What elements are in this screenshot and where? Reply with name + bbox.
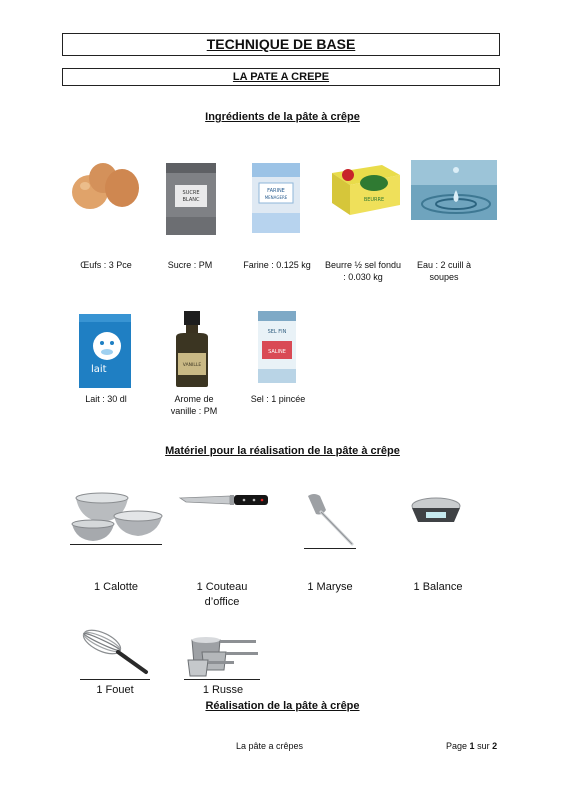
ingredient-caption-eggs: Œufs : 3 Pce (80, 260, 132, 270)
equipment-caption-calotte: 1 Calotte (93, 581, 139, 593)
spatula-icon (304, 490, 360, 550)
footer-document-name: La pâte a crêpes (236, 741, 304, 751)
svg-text:BEURRE: BEURRE (363, 197, 385, 203)
ingredient-caption-salt: Sel : 1 pincée (250, 394, 306, 404)
ingredient-caption-butter: Beurre ½ sel fondu : 0.030 kg (324, 260, 402, 282)
svg-text:VANILLE: VANILLE (182, 363, 202, 368)
svg-text:MENAGERE: MENAGERE (264, 195, 288, 200)
page-separator: sur (477, 741, 490, 751)
equipment-caption-balance: 1 Balance (413, 581, 463, 593)
ingredients-heading: Ingrédients de la pâte à crêpe (205, 111, 360, 123)
equipment-caption-couteau: 1 Couteau d’office (196, 581, 248, 608)
svg-text:BLANC: BLANC (182, 197, 200, 203)
milk-carton-icon (77, 310, 133, 390)
ingredient-caption-sugar: Sucre : PM (167, 260, 213, 270)
page-total: 2 (492, 741, 498, 751)
svg-text:FARINE: FARINE (267, 188, 285, 194)
page-subtitle: LA PATE A CREPE (62, 68, 500, 86)
svg-text:SUCRE: SUCRE (182, 190, 200, 196)
scale-icon (408, 494, 464, 528)
page-title: TECHNIQUE DE BASE (62, 33, 500, 56)
butter-icon (326, 161, 402, 219)
page-label: Page (446, 741, 468, 751)
saucepans-icon (184, 630, 262, 678)
sugar-bag-icon (163, 161, 218, 237)
realisation-heading: Réalisation de la pâte à crêpe (205, 700, 360, 712)
equipment-caption-russe: 1 Russe (202, 684, 244, 696)
flour-bag-icon (250, 161, 302, 235)
ingredient-caption-flour: Farine : 0.125 kg (243, 260, 311, 270)
ingredient-caption-vanilla: Arome de vanille : PM (170, 394, 218, 416)
salt-box-icon (256, 309, 298, 385)
water-drop-icon (411, 160, 497, 220)
svg-text:SEL FIN: SEL FIN (267, 329, 287, 335)
equipment-caption-maryse: 1 Maryse (307, 581, 353, 593)
ingredient-caption-milk: Lait : 30 dl (85, 394, 127, 404)
ingredient-caption-water: Eau : 2 cuill à soupes (416, 260, 472, 282)
equipment-caption-fouet: 1 Fouet (96, 684, 134, 696)
eggs-icon (68, 158, 142, 214)
whisk-icon (80, 628, 150, 680)
footer-page-number (446, 741, 497, 751)
knife-icon (178, 490, 270, 510)
equipment-heading: Matériel pour la réalisation de la pâte à crêpe (165, 445, 400, 457)
bowls-icon (70, 490, 164, 546)
svg-text:SALINE: SALINE (268, 349, 286, 355)
svg-text:lait: lait (91, 364, 107, 375)
page-current: 1 (469, 741, 475, 751)
vanilla-bottle-icon (172, 309, 212, 389)
